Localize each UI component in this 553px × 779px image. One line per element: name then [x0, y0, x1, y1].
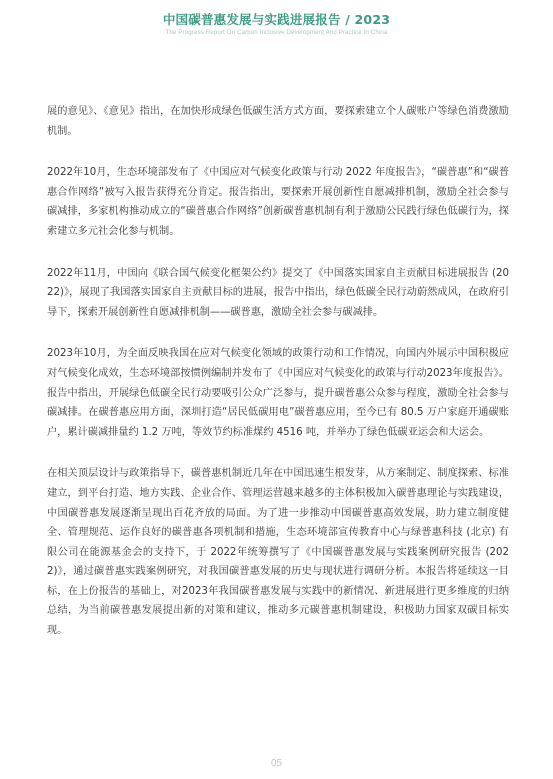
paragraph-ndc-progress-report: 2022年11月，中国向《联合国气候变化框架公约》提交了《中国落实国家自主贡献目标进展报告 (2022)》，展现了我国落实国家自主贡献目标的进展，报告中指出，绿色低碳全民行动蔚然成风，在政府引导下，探索开展创新性自愿减排机制——碳普惠，激励全社会参与碳减排。	[47, 267, 509, 318]
report-title: 中国碳普惠发展与实践进展报告 / 2023	[162, 12, 391, 27]
report-subtitle: The Progress Report On Carbon Inclusive Development And Practice In China	[165, 29, 388, 36]
body-content	[47, 102, 509, 663]
paragraph-report-purpose: 在相关顶层设计与政策指导下，碳普惠机制近几年在中国迅速生根发芽，从方案制定、制度探索、标准建立，到平台打造、地方实践、企业合作、管理运营越来越多的主体积极加入碳普惠理论与实践建设，中国碳普惠发展逐渐呈现出百花齐放的局面。为了进一步推动中国碳普惠高效发展，助力建立制度健全、管理规范、运作良好的碳普惠各项机制和措施，生态环境部宣传教育中心与绿普惠科技 (北京) 有限公司在能源基金会的支持下，于 2022年统筹撰写了《中国碳普惠发展与实践案例研究报告 (2022)》，通过碳普惠实践案例研究，对我国碳普惠发展的历史与现状进行调研分析。本报告将延续这一目标，在上份报告的基础上，对2023年我国碳普惠发展与实践中的新情况、新进展进行更多维度的归纳总结，为当前碳普惠发展提出新的对策和建议，推动多元碳普惠机制建设，积极助力国家双碳目标实现。	[47, 468, 509, 637]
page-number: 05	[270, 758, 283, 769]
paragraph-2022-annual-report: 2022年10月，生态环境部发布了《中国应对气候变化政策与行动 2022 年度报告》，“碳普惠”和“碳普惠合作网络”被写入报告获得充分肯定。报告指出，要探索开展创新性自愿减排机制，激励全社会参与碳减排，多家机构推动成立的“碳普惠合作网络”创新碳普惠机制有利于激励公民践行绿色低碳行为，探索建立多元社会化参与机制。	[47, 167, 509, 237]
paragraph-consumption-incentive: 展的意见》、《意见》指出，在加快形成绿色低碳生活方式方面，要探索建立个人碳账户等绿色消费激励机制。	[47, 106, 509, 137]
paragraph-2023-annual-report: 2023年10月，为全面反映我国在应对气候变化领域的政策行动和工作情况，向国内外展示中国积极应对气候变化成效，生态环境部按惯例编制并发布了《中国应对气候变化的政策与行动2023年度报告》。报告中指出，开展绿色低碳全民行动要吸引公众广泛参与，提升碳普惠公众参与程度，激励全社会参与碳减排。在碳普惠应用方面，深圳打造“居民低碳用电”碳普惠应用，至今已有 80.5 万户家庭开通碳账户，累计碳减排量约 1.2 万吨，等效节约标准煤约 4516 吨，并举办了绿色低碳亚运会和大运会。	[47, 348, 509, 438]
